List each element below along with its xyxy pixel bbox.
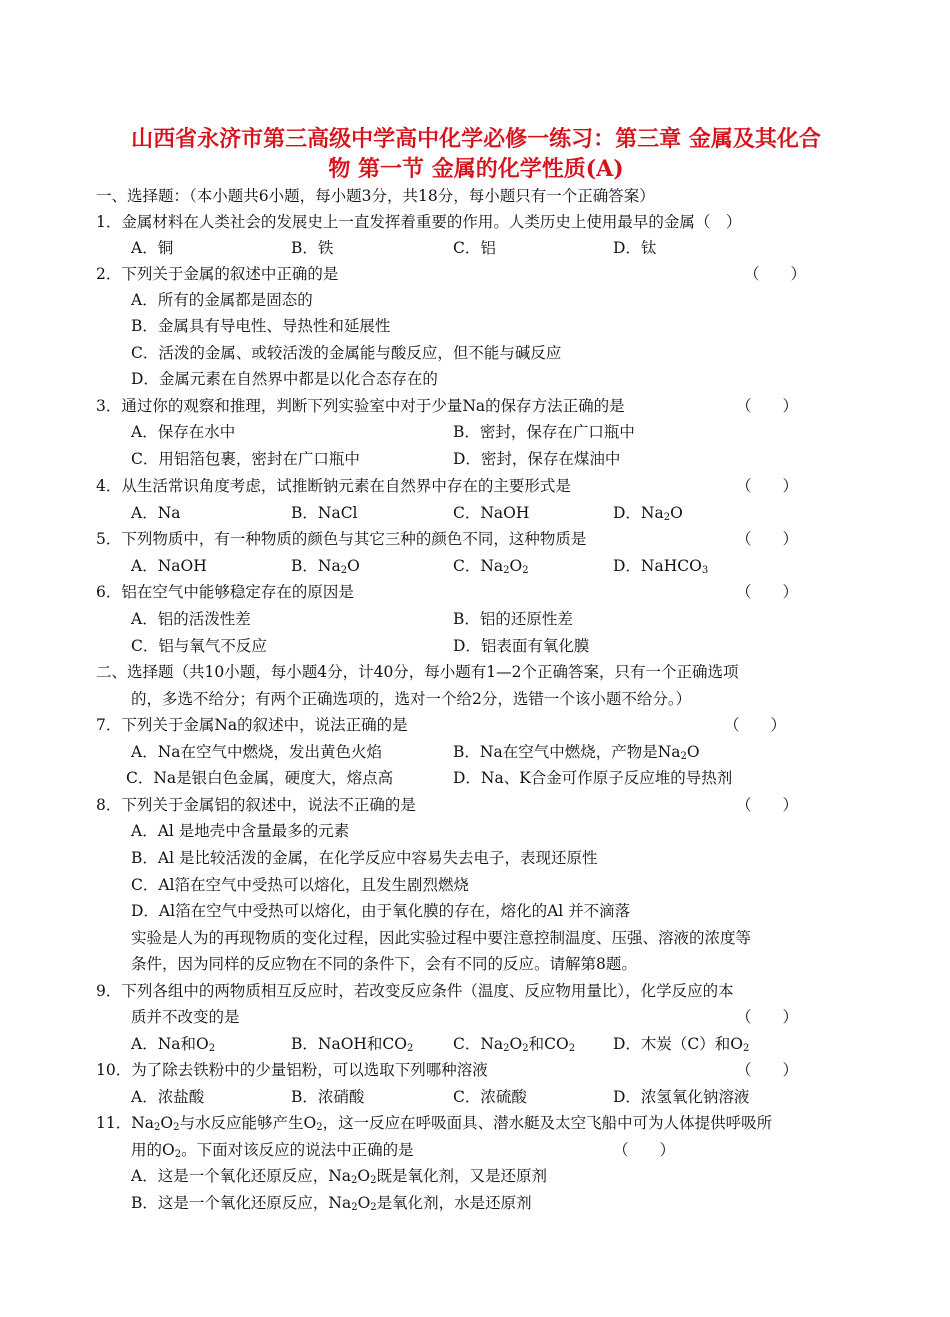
q8-option-a: A．Al 是地壳中含量最多的元素 [131,822,350,840]
q6-option-d: D．铝表面有氧化膜 [453,637,590,655]
q4-option-d: D．$Na_2O$ [613,504,683,523]
q9-option-c: C．$Na_2O_2$和$CO_2$ [453,1035,576,1054]
q8-option-d: D．Al箔在空气中受热可以熔化，由于氧化膜的存在，熔化的Al 并不滴落 [131,902,631,920]
q2-option-d: D．金属元素在自然界中都是以化合态存在的 [131,370,438,388]
q1-option-d: D．钛 [613,239,657,257]
q2-option-a: A．所有的金属都是固态的 [131,291,313,309]
question-2-stem: 2．下列关于金属的叙述中正确的是 [96,265,339,283]
q6-option-a: A．铝的活泼性差 [131,610,251,628]
q2-option-b: B．金属具有导电性、导热性和延展性 [131,317,391,335]
q1-option-a: A．铜 [131,239,174,257]
q11-option-a: A．这是一个氧化还原反应，$Na_2O_2$既是氧化剂，又是还原剂 [131,1167,547,1186]
section-2-header-line-1: 二、选择题（共10小题，每小题4分，计40分，每小题有1—2个正确答案，只有一个正确选项 [96,663,739,681]
question-10-stem: 10．为了除去铁粉中的少量铝粉，可以选取下列哪种溶液 [96,1061,488,1079]
q5-answer-paren: （ ） [736,530,799,548]
q3-option-d: D．密封，保存在煤油中 [453,450,621,468]
q10-option-d: D．浓氢氧化钠溶液 [613,1088,750,1106]
q4-option-b: B．NaCl [291,504,358,522]
q7-option-c: C．Na是银白色金属，硬度大，熔点高 [126,769,394,787]
q10-option-b: B．浓硝酸 [291,1088,365,1106]
q1-option-b: B．铁 [291,239,334,257]
q7-option-b: B．Na在空气中燃烧，产物是$Na_2O$ [453,743,700,762]
q7-option-d: D．Na、K合金可作原子反应堆的导热剂 [453,769,733,787]
q9-option-d: D．木炭（C）和$O_2$ [613,1035,750,1054]
q6-option-b: B．铝的还原性差 [453,610,573,628]
q3-option-c: C．用铝箔包裹，密封在广口瓶中 [131,450,360,468]
q10-answer-paren: （ ） [736,1061,799,1079]
question-11-stem-line-2: 用的$O_2$。下面对该反应的说法中正确的是 [131,1141,414,1160]
question-9-stem-line-1: 9．下列各组中的两物质相互反应时，若改变反应条件（温度、反应物用量比），化学反应的本 [96,982,734,1000]
question-1-stem: 1．金属材料在人类社会的发展史上一直发挥着重要的作用。人类历史上使用最早的金属（ ） [96,213,742,231]
question-11-stem-line-1: 11．$Na_2O_2$与水反应能够产生$O_2$，这一反应在呼吸面具、潜水艇及太空飞船中可为人体提供呼吸所 [96,1114,773,1133]
document-title-line-1: 山西省永济市第三高级中学高中化学必修一练习：第三章 金属及其化合 [131,126,821,152]
q7-answer-paren: （ ） [724,716,787,734]
q5-option-a: A．NaOH [131,557,207,575]
q5-option-b: B．$Na_2O$ [291,557,360,576]
q9-answer-paren: （ ） [736,1008,799,1026]
q4-option-a: A．Na [131,504,181,522]
section-2-header-line-2: 的，多选不给分；有两个正确选项的，选对一个给2分，选错一个该小题不给分。） [131,690,692,708]
q2-answer-paren: （ ） [744,265,807,283]
q9-option-a: A．Na和$O_2$ [131,1035,216,1054]
question-6-stem: 6．铝在空气中能够稳定存在的原因是 [96,583,354,601]
q4-answer-paren: （ ） [736,477,799,495]
q8-option-c: C．Al箔在空气中受热可以熔化，且发生剧烈燃烧 [131,876,470,894]
instruction-note-line-2: 条件，因为同样的反应物在不同的条件下，会有不同的反应。请解第8题。 [131,955,637,973]
question-3-stem: 3．通过你的观察和推理，判断下列实验室中对于少量Na的保存方法正确的是 [96,397,625,415]
q7-option-a: A．Na在空气中燃烧，发出黄色火焰 [131,743,382,761]
q3-answer-paren: （ ） [736,397,799,415]
q6-answer-paren: （ ） [736,583,799,601]
question-8-stem: 8．下列关于金属铝的叙述中，说法不正确的是 [96,796,416,814]
question-9-stem-line-2: 质并不改变的是 [131,1008,240,1026]
q11-option-b: B．这是一个氧化还原反应，$Na_2O_2$是氧化剂，水是还原剂 [131,1194,532,1213]
question-4-stem: 4．从生活常识角度考虑，试推断钠元素在自然界中存在的主要形式是 [96,477,571,495]
q6-option-c: C．铝与氧气不反应 [131,637,267,655]
q10-option-a: A．浓盐酸 [131,1088,205,1106]
question-7-stem: 7．下列关于金属Na的叙述中，说法正确的是 [96,716,408,734]
q10-option-c: C．浓硫酸 [453,1088,527,1106]
q1-option-c: C．铝 [453,239,496,257]
section-1-header: 一、选择题：（本小题共6小题，每小题3分，共18分，每小题只有一个正确答案） [96,187,655,205]
question-5-stem: 5．下列物质中，有一种物质的颜色与其它三种的颜色不同，这种物质是 [96,530,587,548]
q5-option-c: C．$Na_2O_2$ [453,557,529,576]
document-title-line-2: 物 第一节 金属的化学性质(A) [328,156,624,182]
q8-answer-paren: （ ） [736,796,799,814]
q8-option-b: B．Al 是比较活泼的金属，在化学反应中容易失去电子，表现还原性 [131,849,598,867]
q2-option-c: C．活泼的金属、或较活泼的金属能与酸反应，但不能与碱反应 [131,344,562,362]
q3-option-a: A．保存在水中 [131,423,236,441]
q3-option-b: B．密封，保存在广口瓶中 [453,423,635,441]
q11-answer-paren: （ ） [613,1141,676,1159]
q5-option-d: D．NaHCO$_3$ [613,557,709,576]
instruction-note-line-1: 实验是人为的再现物质的变化过程，因此实验过程中要注意控制温度、压强、溶液的浓度等 [131,929,752,947]
q9-option-b: B．NaOH和$CO_2$ [291,1035,414,1054]
q4-option-c: C．NaOH [453,504,530,522]
